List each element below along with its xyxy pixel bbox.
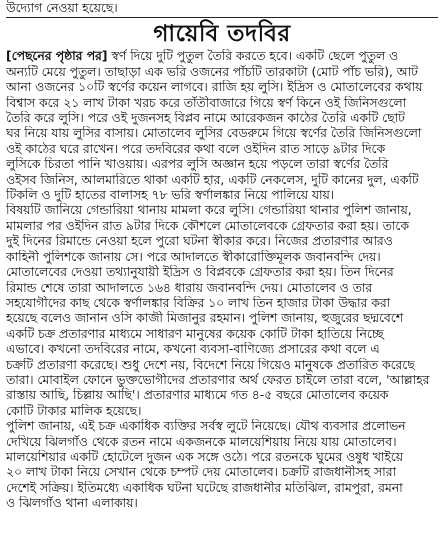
headline: গায়েবি তদবির bbox=[153, 20, 291, 48]
body-line-text: এভাবে। কখনো তদবিরের নামে, কখনো ব্যবসা-বাণিজ্যে প্রসারের কথা বলে এ bbox=[6, 342, 380, 357]
body-line bbox=[6, 49, 438, 64]
body-line-text: মালয়েশিয়ার একটি হোটেলে দুজন এক সঙ্গে ওঠে। পরে রতনকে ঘুমের ওষুধ খাইয়ে bbox=[6, 449, 403, 464]
body-line bbox=[6, 327, 438, 342]
body-line bbox=[6, 111, 438, 126]
body-line-text: ঘর নিয়ে যায় লুসির বাসায়। মোতালেব লুসির বেডরুমে গিয়ে স্বর্ণের তৈরি জিনিসগুলো bbox=[6, 126, 422, 141]
body-line bbox=[6, 142, 438, 157]
body-line-text: দুই দিনের রিমান্ডে নেওয়া হলে পুরো ঘটনা স্বীকার করে। নিজের প্রতারণার আরও bbox=[6, 234, 393, 249]
body-line-text: সহযোগীদের কাছ থেকে স্বর্ণালঙ্কার বিক্রির ১০ লাখ তিন হাজার টাকা উদ্ধার করা bbox=[6, 295, 391, 310]
top-fragment: উদ্যোগ নেওয়া হয়েছে। bbox=[6, 1, 118, 15]
body-line bbox=[6, 281, 438, 296]
body-line-text: লুসিকে চিরতা পানি খাওয়ায়। এরপর লুসি অজ্ঞান হয়ে পড়লে তারা স্বর্ণের তৈরি bbox=[6, 157, 389, 172]
body-line bbox=[6, 173, 438, 188]
body-line bbox=[6, 157, 438, 172]
body-line-text: কোটি টাকার মালিক হয়েছে। bbox=[6, 403, 142, 418]
body-line-text: রাস্তায় আছি, চিল্লায় আছি'। প্রতারণার মাধ্যমে গত ৪-৫ বছরে মোতালেব কয়েক bbox=[6, 388, 389, 403]
body-line-text: ২০ লাখ টাকা নিয়ে সেখান থেকে চম্পট দেয় মোতালেব। চক্রটি রাজধানীসহ সারা bbox=[6, 465, 397, 480]
body-line-text: স্বর্ণ দিয়ে দুটি পুতুল তৈরি করতে হবে। একটি ছেলে পুতুল ও bbox=[111, 49, 399, 64]
body-line bbox=[6, 250, 438, 265]
body-line bbox=[6, 481, 438, 496]
body-line bbox=[6, 388, 438, 403]
body-line-text: রিমান্ড শেষে তারা আদালতে ১৬৪ ধারায় জবানবন্দি দেয়। মোতালেব ও তার bbox=[6, 280, 373, 295]
body-line bbox=[6, 126, 438, 141]
body-line-text: মোতালেবের দেওয়া তথ্যানুযায়ী ইদ্রিস ও বিপ্লবকে গ্রেফতার করা হয়। তিন দিনের bbox=[6, 265, 394, 280]
body-line-text: একটি চক্র প্রতারণার মাধ্যমে সাধারণ মানুষের কয়েক কোটি টাকা হাতিয়ে নিচ্ছে bbox=[6, 326, 384, 341]
body-line bbox=[6, 265, 438, 280]
body-line bbox=[6, 203, 438, 218]
body-line bbox=[6, 219, 438, 234]
body-line-text: টিকলি ও দুটি হাতের বালাসহ ৭৮ ভরি স্বর্ণালঙ্কার নিয়ে পালিয়ে যায়। bbox=[6, 188, 335, 203]
body-line-text: বিষয়টি জানিয়ে গেন্ডারিয়া থানায় মামলা করে লুসি। গেন্ডারিয়া থানার পুলিশ জানায়, bbox=[6, 203, 412, 218]
body-line-text: মামলার পর ওইদিন রাত ৯টার দিকে কৌশলে মোতালেবকে গ্রেফতার করা হয়। তাকে bbox=[6, 218, 409, 233]
body-line-text: পুলিশ জানায়, এই চক্র একাধিক ব্যক্তির সর্বস্ব লুটে নিয়েছে। যৌথ ব্যবসার প্রলোভন bbox=[6, 419, 406, 434]
body-line bbox=[6, 358, 438, 373]
body-line-text: চক্রটি প্রতারণা করেছে। শুধু দেশে নয়, বিদেশে নিয়ে গিয়েও মানুষকে প্রতারিত করেছে bbox=[6, 357, 415, 372]
body-line bbox=[6, 419, 438, 434]
body-line bbox=[6, 496, 438, 511]
body-line-text: দেশেই সক্রিয়। ইতিমধ্যে একাধিক ঘটনা ঘটেছে রাজধানীর মতিঝিল, রামপুরা, রমনা bbox=[6, 480, 403, 495]
continued-from-label: [পেছনের পৃষ্ঠার পর] bbox=[6, 49, 108, 64]
body-line bbox=[6, 234, 438, 249]
body-line bbox=[6, 65, 438, 80]
body-line bbox=[6, 296, 438, 311]
body-line bbox=[6, 465, 438, 480]
body-line-text: তৈরি করে লুসি। পরে ওই দুজনসহ বিপ্লব নামে আরেকজন কাঠের তৈরি একটি ছোট bbox=[6, 111, 405, 126]
body-line-text: দেখিয়ে ঝিলগাঁও থেকে রতন নামে একজনকে মালয়েশিয়ায় নিয়ে যায় মোতালেব। bbox=[6, 434, 397, 449]
body-line bbox=[6, 80, 438, 95]
body-line bbox=[6, 450, 438, 465]
body-line-text: ও ঝিলগাঁও থানা এলাকায়। bbox=[6, 496, 138, 511]
body-line bbox=[6, 96, 438, 111]
body-line bbox=[6, 373, 438, 388]
body-line-text: ওই কাঠের ঘরে রাখেন। পরে তদবিরের কথা বলে ওইদিন রাত সাড়ে ৯টার দিকে bbox=[6, 141, 386, 156]
body-line bbox=[6, 311, 438, 326]
body-line-text: অন্যটি মেয়ে পুতুল। তাছাড়া এক ভরি ওজনের পাঁচটি তারকাটা (মোট পাঁচ ভরি), আট bbox=[6, 64, 418, 79]
article-body bbox=[6, 49, 438, 511]
body-line-text: কাহিনী পুলিশকে জানায় সে। পরে আদালতে স্বীকারোক্তিমূলক জবানবন্দি দেয়। bbox=[6, 249, 381, 264]
body-line bbox=[6, 342, 438, 357]
body-line bbox=[6, 404, 438, 419]
body-line-text: ওইসব জিনিস, আলমারিতে থাকা একটি হার, একটি নেকলেস, দুটি কানের দুল, একটি bbox=[6, 172, 419, 187]
body-line-text: হয়েছে বলেও জানান ওসি কাজী মিজানুর রহমান। পুলিশ জানায়, হুজুরের ছদ্মবেশে bbox=[6, 311, 403, 326]
body-line bbox=[6, 188, 438, 203]
top-divider bbox=[6, 17, 438, 18]
body-line bbox=[6, 435, 438, 450]
body-line-text: তারা। মোবাইল ফোনে ভুক্তভোগীদের প্রতারণার অর্থ ফেরত চাইলে তারা বলে, 'আল্লাহর bbox=[6, 372, 430, 387]
body-line-text: বিশ্বাস করে ২১ লাখ টাকা খরচ করে তাঁতীবাজারে গিয়ে স্বর্ণ কিনে ওই জিনিসগুলো bbox=[6, 95, 407, 110]
body-line-text: আনা ওজনের ১০টি স্বর্ণের কয়েন লাগবে। রাজি হয় লুসি। ইদ্রিস ও মোতালেবের কথায় bbox=[6, 80, 423, 95]
